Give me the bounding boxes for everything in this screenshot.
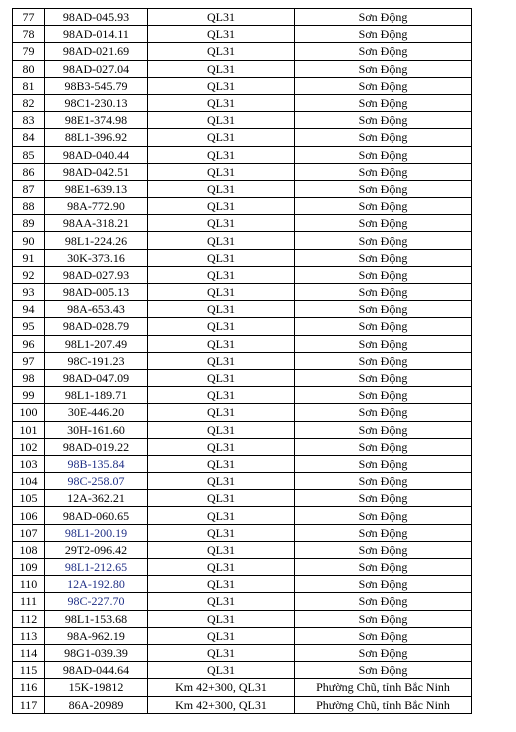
table-row (13, 129, 472, 146)
table-row (13, 387, 472, 404)
table-row (13, 335, 472, 352)
table-row (13, 576, 472, 593)
road-cell: QL31 (148, 112, 295, 129)
row-number-cell: 87 (13, 180, 45, 197)
license-plate-cell: 30K-373.16 (45, 249, 148, 266)
license-plate-cell: 98B-135.84 (45, 455, 148, 472)
location-cell: Sơn Động (295, 215, 472, 232)
road-cell: QL31 (148, 318, 295, 335)
row-number-cell: 78 (13, 26, 45, 43)
road-cell: QL31 (148, 232, 295, 249)
table-row (13, 301, 472, 318)
table-row (13, 610, 472, 627)
row-number-cell: 116 (13, 679, 45, 696)
location-cell: Sơn Động (295, 94, 472, 111)
row-number-cell: 91 (13, 249, 45, 266)
road-cell: QL31 (148, 266, 295, 283)
row-number-cell: 117 (13, 696, 45, 713)
road-cell: QL31 (148, 146, 295, 163)
road-cell: QL31 (148, 215, 295, 232)
road-cell: QL31 (148, 576, 295, 593)
license-plate-cell: 29T2-096.42 (45, 541, 148, 558)
location-cell: Sơn Động (295, 507, 472, 524)
license-plate-cell: 98A-653.43 (45, 301, 148, 318)
row-number-cell: 89 (13, 215, 45, 232)
license-plate-cell: 98AD-045.93 (45, 9, 148, 26)
location-cell: Sơn Động (295, 490, 472, 507)
location-cell: Sơn Động (295, 180, 472, 197)
row-number-cell: 77 (13, 9, 45, 26)
table-row (13, 473, 472, 490)
license-plate-cell: 86A-20989 (45, 696, 148, 713)
row-number-cell: 81 (13, 77, 45, 94)
table-row (13, 266, 472, 283)
table-row (13, 541, 472, 558)
license-plate-cell: 98C-258.07 (45, 473, 148, 490)
license-plate-cell: 98L1-212.65 (45, 559, 148, 576)
road-cell: QL31 (148, 352, 295, 369)
license-plate-cell: 98E1-639.13 (45, 180, 148, 197)
license-plate-cell: 98AD-027.93 (45, 266, 148, 283)
location-cell: Sơn Động (295, 387, 472, 404)
license-plate-cell: 98A-962.19 (45, 627, 148, 644)
license-plate-cell: 98B3-545.79 (45, 77, 148, 94)
license-plate-cell: 98E1-374.98 (45, 112, 148, 129)
license-plate-cell: 98L1-153.68 (45, 610, 148, 627)
row-number-cell: 108 (13, 541, 45, 558)
location-cell: Sơn Động (295, 576, 472, 593)
table-row (13, 215, 472, 232)
row-number-cell: 106 (13, 507, 45, 524)
table-row (13, 369, 472, 386)
license-plate-cell: 98AD-005.13 (45, 284, 148, 301)
row-number-cell: 115 (13, 662, 45, 679)
location-cell: Sơn Động (295, 644, 472, 661)
road-cell: QL31 (148, 421, 295, 438)
table-row (13, 507, 472, 524)
location-cell: Sơn Động (295, 421, 472, 438)
license-plate-cell: 12A-362.21 (45, 490, 148, 507)
location-cell: Sơn Động (295, 438, 472, 455)
license-plate-cell: 98L1-224.26 (45, 232, 148, 249)
license-plate-cell: 88L1-396.92 (45, 129, 148, 146)
location-cell: Phường Chũ, tỉnh Bắc Ninh (295, 679, 472, 696)
row-number-cell: 83 (13, 112, 45, 129)
license-plate-cell: 98L1-189.71 (45, 387, 148, 404)
location-cell: Sơn Động (295, 249, 472, 266)
license-plate-cell: 98AA-318.21 (45, 215, 148, 232)
license-plate-cell: 30H-161.60 (45, 421, 148, 438)
table-row (13, 60, 472, 77)
table-row (13, 43, 472, 60)
row-number-cell: 111 (13, 593, 45, 610)
table-row (13, 404, 472, 421)
license-plate-cell: 98C-227.70 (45, 593, 148, 610)
row-number-cell: 86 (13, 163, 45, 180)
license-plate-cell: 98C-191.23 (45, 352, 148, 369)
road-cell: QL31 (148, 610, 295, 627)
road-cell: QL31 (148, 94, 295, 111)
road-cell: QL31 (148, 163, 295, 180)
table-row (13, 627, 472, 644)
row-number-cell: 99 (13, 387, 45, 404)
road-cell: Km 42+300, QL31 (148, 679, 295, 696)
road-cell: QL31 (148, 404, 295, 421)
location-cell: Sơn Động (295, 60, 472, 77)
license-plate-cell: 98AD-019.22 (45, 438, 148, 455)
table-row (13, 232, 472, 249)
table-row (13, 26, 472, 43)
table-row (13, 77, 472, 94)
location-cell: Sơn Động (295, 9, 472, 26)
location-cell: Sơn Động (295, 473, 472, 490)
table-row (13, 679, 472, 696)
row-number-cell: 103 (13, 455, 45, 472)
table-row (13, 559, 472, 576)
road-cell: QL31 (148, 627, 295, 644)
location-cell: Phường Chũ, tỉnh Bắc Ninh (295, 696, 472, 713)
location-cell: Sơn Động (295, 369, 472, 386)
road-cell: QL31 (148, 593, 295, 610)
road-cell: QL31 (148, 43, 295, 60)
road-cell: QL31 (148, 249, 295, 266)
road-cell: QL31 (148, 284, 295, 301)
location-cell: Sơn Động (295, 559, 472, 576)
row-number-cell: 80 (13, 60, 45, 77)
license-plate-cell: 98AD-047.09 (45, 369, 148, 386)
table-row (13, 490, 472, 507)
table-row (13, 318, 472, 335)
row-number-cell: 79 (13, 43, 45, 60)
road-cell: QL31 (148, 473, 295, 490)
table-row (13, 94, 472, 111)
location-cell: Sơn Động (295, 541, 472, 558)
road-cell: QL31 (148, 455, 295, 472)
location-cell: Sơn Động (295, 627, 472, 644)
table-row (13, 249, 472, 266)
road-cell: QL31 (148, 387, 295, 404)
location-cell: Sơn Động (295, 129, 472, 146)
location-cell: Sơn Động (295, 662, 472, 679)
row-number-cell: 96 (13, 335, 45, 352)
road-cell: QL31 (148, 26, 295, 43)
row-number-cell: 88 (13, 198, 45, 215)
location-cell: Sơn Động (295, 146, 472, 163)
vehicle-violation-table (12, 8, 472, 714)
location-cell: Sơn Động (295, 198, 472, 215)
road-cell: QL31 (148, 369, 295, 386)
table-row (13, 421, 472, 438)
license-plate-cell: 98L1-200.19 (45, 524, 148, 541)
row-number-cell: 104 (13, 473, 45, 490)
road-cell: QL31 (148, 524, 295, 541)
location-cell: Sơn Động (295, 352, 472, 369)
road-cell: QL31 (148, 490, 295, 507)
row-number-cell: 95 (13, 318, 45, 335)
row-number-cell: 114 (13, 644, 45, 661)
row-number-cell: 94 (13, 301, 45, 318)
row-number-cell: 93 (13, 284, 45, 301)
row-number-cell: 82 (13, 94, 45, 111)
row-number-cell: 98 (13, 369, 45, 386)
road-cell: QL31 (148, 60, 295, 77)
license-plate-cell: 98G1-039.39 (45, 644, 148, 661)
location-cell: Sơn Động (295, 404, 472, 421)
row-number-cell: 107 (13, 524, 45, 541)
table-row (13, 455, 472, 472)
row-number-cell: 113 (13, 627, 45, 644)
license-plate-cell: 98AD-040.44 (45, 146, 148, 163)
location-cell: Sơn Động (295, 77, 472, 94)
location-cell: Sơn Động (295, 43, 472, 60)
license-plate-cell: 98AD-027.04 (45, 60, 148, 77)
row-number-cell: 105 (13, 490, 45, 507)
location-cell: Sơn Động (295, 455, 472, 472)
license-plate-cell: 98AD-021.69 (45, 43, 148, 60)
table-row (13, 438, 472, 455)
location-cell: Sơn Động (295, 232, 472, 249)
document-page (12, 8, 472, 714)
license-plate-cell: 98AD-014.11 (45, 26, 148, 43)
table-row (13, 112, 472, 129)
row-number-cell: 100 (13, 404, 45, 421)
road-cell: Km 42+300, QL31 (148, 696, 295, 713)
license-plate-cell: 98A-772.90 (45, 198, 148, 215)
road-cell: QL31 (148, 301, 295, 318)
road-cell: QL31 (148, 662, 295, 679)
road-cell: QL31 (148, 438, 295, 455)
license-plate-cell: 98AD-042.51 (45, 163, 148, 180)
table-row (13, 352, 472, 369)
license-plate-cell: 30E-446.20 (45, 404, 148, 421)
table-row (13, 163, 472, 180)
table-row (13, 593, 472, 610)
license-plate-cell: 98AD-060.65 (45, 507, 148, 524)
road-cell: QL31 (148, 644, 295, 661)
license-plate-cell: 98C1-230.13 (45, 94, 148, 111)
row-number-cell: 112 (13, 610, 45, 627)
license-plate-cell: 98AD-044.64 (45, 662, 148, 679)
location-cell: Sơn Động (295, 335, 472, 352)
row-number-cell: 92 (13, 266, 45, 283)
table-row (13, 524, 472, 541)
table-row (13, 662, 472, 679)
table-row (13, 146, 472, 163)
row-number-cell: 97 (13, 352, 45, 369)
location-cell: Sơn Động (295, 112, 472, 129)
location-cell: Sơn Động (295, 318, 472, 335)
row-number-cell: 101 (13, 421, 45, 438)
table-body (13, 9, 472, 714)
row-number-cell: 84 (13, 129, 45, 146)
road-cell: QL31 (148, 541, 295, 558)
location-cell: Sơn Động (295, 163, 472, 180)
location-cell: Sơn Động (295, 593, 472, 610)
row-number-cell: 85 (13, 146, 45, 163)
license-plate-cell: 12A-192.80 (45, 576, 148, 593)
road-cell: QL31 (148, 335, 295, 352)
table-row (13, 9, 472, 26)
road-cell: QL31 (148, 129, 295, 146)
location-cell: Sơn Động (295, 524, 472, 541)
row-number-cell: 102 (13, 438, 45, 455)
location-cell: Sơn Động (295, 266, 472, 283)
table-row (13, 696, 472, 713)
table-row (13, 180, 472, 197)
table-row (13, 284, 472, 301)
location-cell: Sơn Động (295, 610, 472, 627)
location-cell: Sơn Động (295, 301, 472, 318)
row-number-cell: 90 (13, 232, 45, 249)
table-row (13, 644, 472, 661)
table-row (13, 198, 472, 215)
road-cell: QL31 (148, 559, 295, 576)
road-cell: QL31 (148, 77, 295, 94)
license-plate-cell: 98L1-207.49 (45, 335, 148, 352)
location-cell: Sơn Động (295, 284, 472, 301)
road-cell: QL31 (148, 198, 295, 215)
location-cell: Sơn Động (295, 26, 472, 43)
license-plate-cell: 15K-19812 (45, 679, 148, 696)
road-cell: QL31 (148, 9, 295, 26)
road-cell: QL31 (148, 180, 295, 197)
road-cell: QL31 (148, 507, 295, 524)
license-plate-cell: 98AD-028.79 (45, 318, 148, 335)
row-number-cell: 109 (13, 559, 45, 576)
row-number-cell: 110 (13, 576, 45, 593)
